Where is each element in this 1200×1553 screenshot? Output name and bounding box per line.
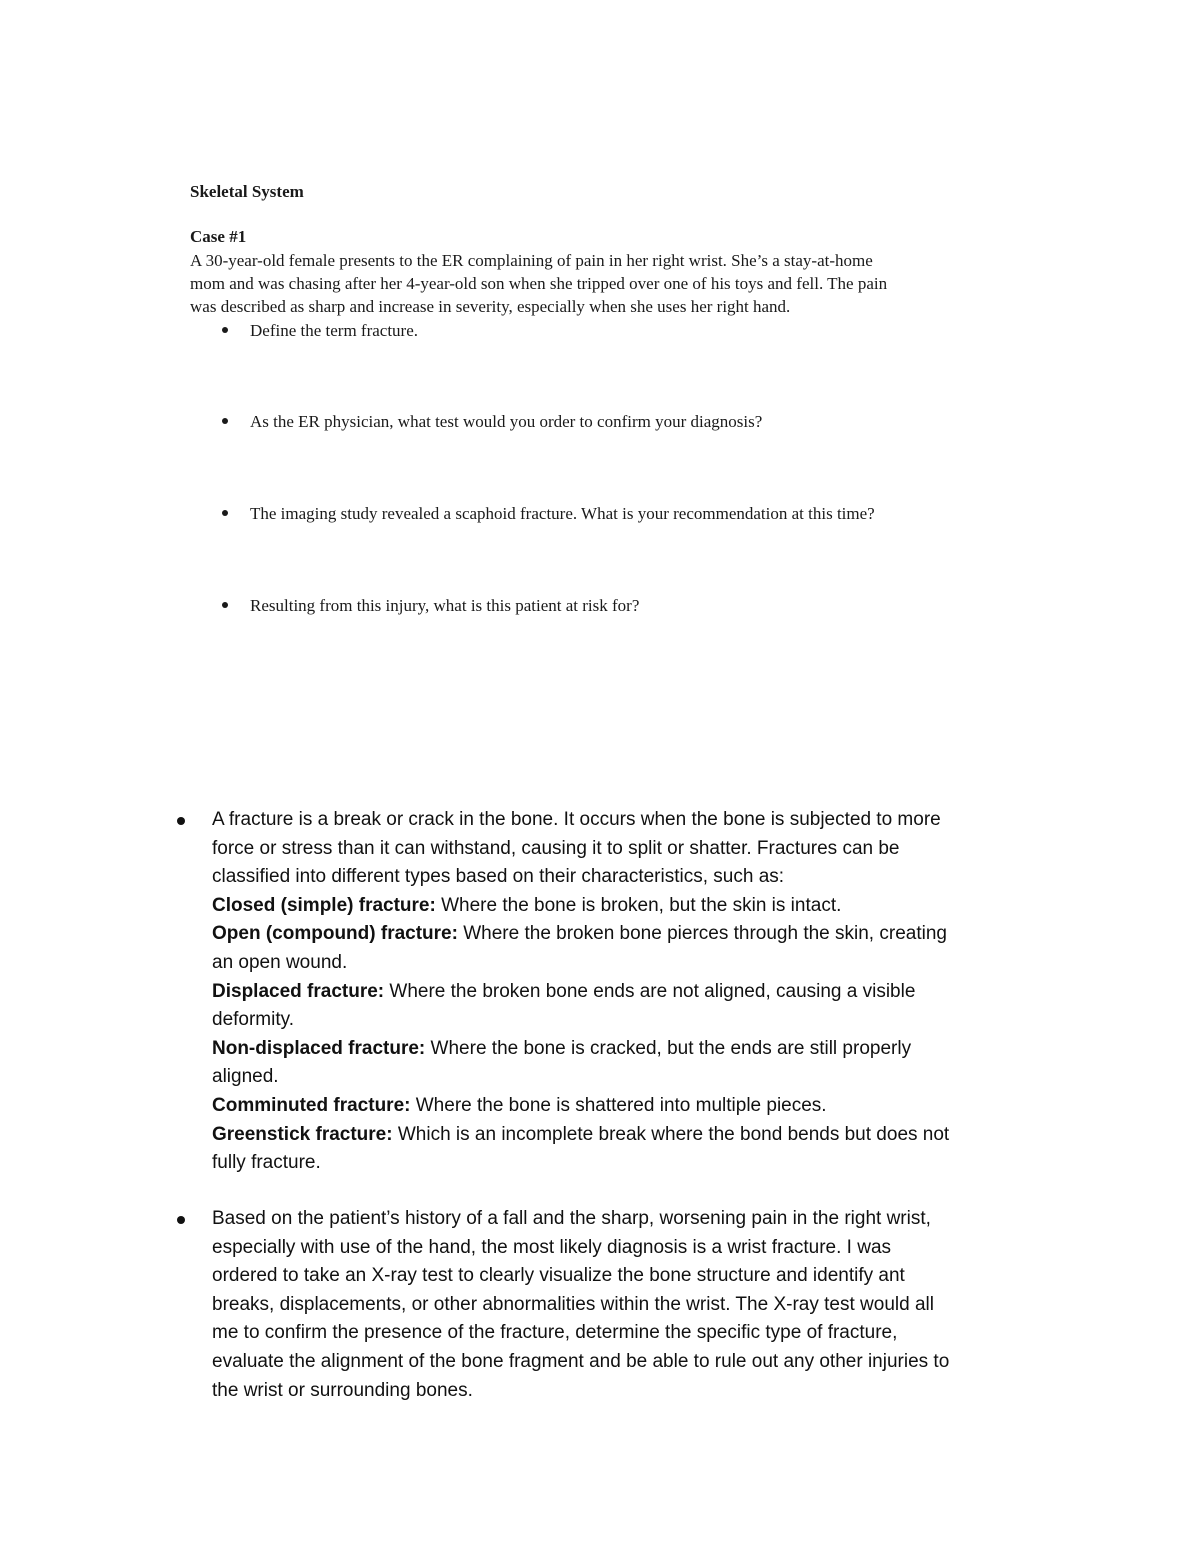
question-text: Define the term fracture.	[250, 321, 419, 340]
fracture-type-term: Closed (simple) fracture:	[212, 894, 436, 916]
fracture-type-term: Greenstick fracture:	[212, 1123, 393, 1145]
fracture-type-desc-cont: fully fracture.	[212, 1152, 321, 1174]
fracture-type-desc: Where the bone is cracked, but the ends are still properly	[425, 1037, 912, 1059]
fracture-type-greenstick	[212, 1121, 1072, 1150]
fracture-type-term: Non-displaced fracture:	[212, 1037, 426, 1059]
answer-line: breaks, displacements, or other abnormalities within the wrist. The X-ray test would all	[212, 1293, 934, 1315]
fracture-type-comminuted	[212, 1092, 1072, 1121]
bullet-icon	[177, 1216, 185, 1224]
bullet-icon	[222, 602, 228, 608]
question-item	[222, 319, 418, 342]
answer-line: Based on the patient’s history of a fall and the sharp, worsening pain in the right wrist,	[212, 1208, 931, 1229]
answer-line: force or stress than it can withstand, causing it to split or shatter. Fractures can be	[212, 837, 900, 859]
fracture-type-desc: Which is an incomplete break where the bond bends but does not	[392, 1123, 950, 1145]
answer-line: evaluate the alignment of the bone fragment and be able to rule out any other injuries to	[212, 1350, 950, 1372]
answer-line: A fracture is a break or crack in the bone. It occurs when the bone is subjected to more	[212, 809, 941, 830]
case-description-line: mom and was chasing after her 4-year-old son when she tripped over one of his toys and fell. The pain	[190, 274, 888, 293]
answer-line: especially with use of the hand, the most likely diagnosis is a wrist fracture. I was	[212, 1236, 892, 1258]
question-item	[222, 502, 875, 525]
case-heading: Case #1	[190, 227, 247, 246]
question-item	[222, 594, 639, 617]
fracture-type-non-displaced	[212, 1035, 1072, 1064]
answer-line: me to confirm the presence of the fracture, determine the specific type of fracture,	[212, 1322, 898, 1344]
fracture-type-closed	[212, 892, 1072, 921]
fracture-type-desc: Where the broken bone pierces through the skin, creating	[457, 923, 947, 945]
document-title: Skeletal System	[190, 182, 304, 201]
question-text: As the ER physician, what test would you order to confirm your diagnosis?	[250, 412, 763, 431]
question-text: The imaging study revealed a scaphoid fracture. What is your recommendation at this time?	[250, 504, 875, 523]
case-description-line: was described as sharp and increase in severity, especially when she uses her right hand.	[190, 297, 791, 316]
bullet-icon	[222, 510, 228, 516]
fracture-type-desc-cont: aligned.	[212, 1066, 279, 1088]
answer-item-2	[212, 1205, 1072, 1405]
fracture-type-desc-cont: an open wound.	[212, 951, 348, 973]
fracture-type-term: Displaced fracture:	[212, 980, 385, 1002]
fracture-type-open	[212, 920, 1072, 949]
fracture-type-desc: Where the bone is shattered into multiple pieces.	[410, 1094, 827, 1116]
answer-line: the wrist or surrounding bones.	[212, 1379, 473, 1401]
bullet-icon	[222, 327, 228, 333]
bullet-icon	[177, 817, 185, 825]
fracture-type-displaced	[212, 978, 1072, 1007]
case-description-line: A 30-year-old female presents to the ER complaining of pain in her right wrist. She’s a stay-at-home	[190, 251, 873, 270]
case-description	[190, 249, 1020, 318]
fracture-type-desc-cont: deformity.	[212, 1009, 295, 1031]
fracture-type-term: Comminuted fracture:	[212, 1094, 411, 1116]
fracture-type-desc: Where the broken bone ends are not aligned, causing a visible	[384, 980, 916, 1002]
fracture-type-desc: Where the bone is broken, but the skin is intact.	[435, 894, 842, 916]
fracture-type-term: Open (compound) fracture:	[212, 923, 458, 945]
answer-line: ordered to take an X-ray test to clearly visualize the bone structure and identify ant	[212, 1265, 905, 1287]
question-item	[222, 410, 762, 433]
bullet-icon	[222, 418, 228, 424]
answer-item-1	[212, 806, 1072, 1178]
question-text: Resulting from this injury, what is this patient at risk for?	[250, 596, 640, 615]
answer-line: classified into different types based on their characteristics, such as:	[212, 866, 785, 888]
